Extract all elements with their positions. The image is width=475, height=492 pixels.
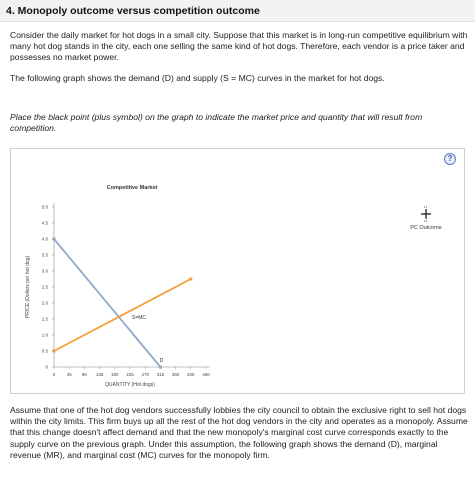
y-tick-label: 3.0 — [41, 268, 48, 274]
y-axis-label: PRICE (Dollars per hot dog) — [25, 255, 31, 319]
y-tick-label: 3.5 — [41, 252, 48, 258]
x-tick-label: 180 — [111, 372, 119, 377]
y-tick-label: 4.0 — [41, 236, 48, 242]
series-line-smc — [54, 279, 191, 351]
x-tick-label: 270 — [141, 372, 149, 377]
x-tick-label: 450 — [202, 372, 210, 377]
x-tick-label: 90 — [81, 372, 87, 377]
y-tick-label: 2.5 — [41, 284, 48, 290]
question-title: 4. Monopoly outcome versus competition outcome — [6, 5, 260, 17]
y-tick-label: 1.0 — [41, 332, 48, 338]
competitive-market-chart — [11, 149, 466, 395]
y-tick-label: 2.0 — [41, 300, 48, 306]
scenario-paragraph: Consider the daily market for hot dogs in a small city. Suppose that this market is in long-run competitive equilibrium with many hot dog stands in the city, each one selling the same kind of hot dogs. Therefore, each vendor is a price taker and possesses no market power. — [10, 30, 468, 63]
y-tick-label: 5.0 — [41, 204, 48, 210]
y-tick-label: 4.5 — [41, 220, 48, 226]
question-header — [0, 0, 475, 22]
x-tick-label: 360 — [171, 372, 180, 377]
x-tick-label: 45 — [66, 372, 72, 377]
plus-marker-icon[interactable] — [391, 203, 461, 223]
x-tick-label: 315 — [156, 372, 165, 377]
x-tick-label: 405 — [187, 372, 195, 377]
pc-outcome-tool[interactable] — [391, 203, 461, 243]
x-axis-label: QUANTITY (Hot dogs) — [105, 382, 155, 388]
y-tick-label: 0 — [45, 364, 48, 370]
y-tick-label: 1.5 — [41, 316, 48, 322]
chart-title: Competitive Market — [106, 185, 158, 191]
x-tick-label: 225 — [126, 372, 134, 377]
y-tick-label: 0.5 — [41, 348, 48, 354]
instruction-text: Place the black point (plus symbol) on the graph to indicate the market price and quantity that will result from competition. — [10, 112, 423, 134]
graph-panel — [10, 148, 465, 394]
supply-label: S=MC — [132, 315, 147, 321]
monopoly-paragraph: Assume that one of the hot dog vendors successfully lobbies the city council to obtain the exclusive right to sell hot dogs within the city limits. This firm buys up all the rest of the hot dog vendors in the city and operates as a monopoly. Assume that this change doesn't affect demand and that the new monopoly's marginal cost curve corresponds exactly to the supply curve on the previous graph. Under this assumption, the following graph shows the demand (D), marginal revenue (MR), and marginal cost (MC) curves for the monopoly firm. — [10, 405, 468, 460]
demand-label: D — [159, 358, 164, 364]
graph-description: The following graph shows the demand (D) and supply (S = MC) curves in the market for hot dogs. — [10, 73, 385, 83]
pc-outcome-label: PC Outcome — [410, 225, 442, 231]
help-icon[interactable]: ? — [444, 153, 456, 165]
x-tick-label: 0 — [52, 372, 56, 377]
x-tick-label: 135 — [95, 372, 104, 377]
series-endpoint — [189, 278, 192, 281]
